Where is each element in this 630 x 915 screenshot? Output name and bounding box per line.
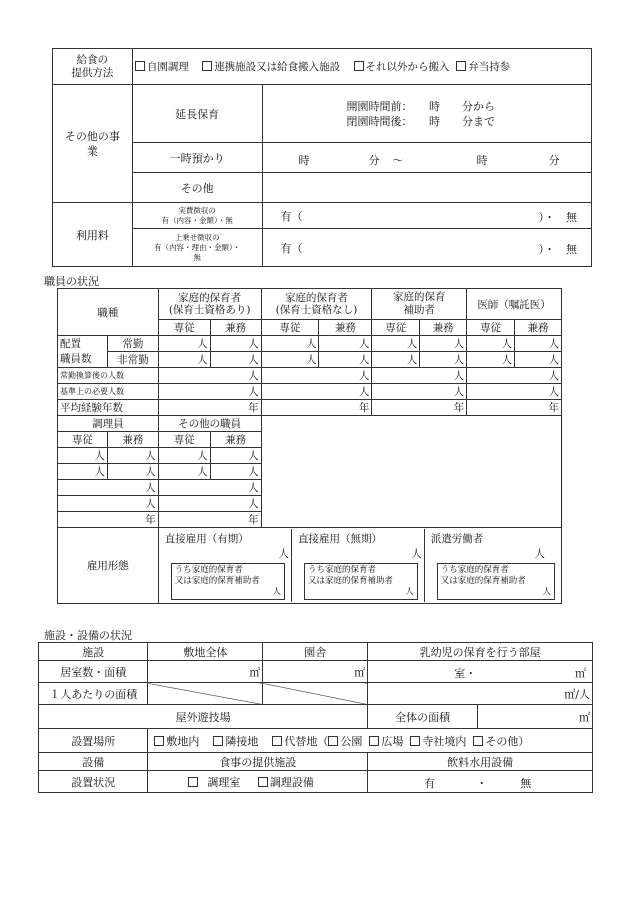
- water-yes: 有: [424, 777, 436, 790]
- h-ft-4: 専従: [467, 320, 515, 336]
- fte-1[interactable]: 人: [158, 368, 261, 384]
- yrs-2[interactable]: 年: [261, 400, 372, 416]
- facility-section-title: 施設・設備の状況: [44, 629, 132, 642]
- h-ft-3: 専従: [372, 320, 420, 336]
- os-ft-h: 専従: [158, 432, 210, 448]
- emp-perm-sub: うち家庭的保育者 又は家庭的保育補助者 人: [304, 563, 418, 600]
- meal-opt-2[interactable]: それ以外から搬入: [354, 61, 450, 73]
- nreg-3[interactable]: 人: [261, 352, 319, 368]
- per-person-label: １人あたりの面積: [39, 683, 148, 705]
- facility-label: 施設: [39, 643, 148, 661]
- cook-fte[interactable]: 人: [58, 480, 159, 496]
- h-ft-2: 専従: [261, 320, 319, 336]
- loc-alternative[interactable]: 代替地（: [272, 735, 328, 748]
- h-pt-1: 兼務: [210, 320, 261, 336]
- os-req[interactable]: 人: [158, 496, 261, 512]
- col-hoikusha-qualified: 家庭的保育者 (保育士資格あり): [158, 289, 261, 320]
- yrs-1[interactable]: 年: [158, 400, 261, 416]
- room-sqm: ㎡: [575, 667, 586, 680]
- reg-6[interactable]: 人: [420, 336, 467, 352]
- nreg-2[interactable]: 人: [210, 352, 261, 368]
- os-pt-1[interactable]: 人: [210, 448, 261, 464]
- fee1-end: ）・ 無: [538, 211, 577, 224]
- fee1-value[interactable]: [262, 203, 591, 229]
- reg-2[interactable]: 人: [210, 336, 261, 352]
- cook-ft-1[interactable]: 人: [58, 448, 108, 464]
- nreg-7[interactable]: 人: [467, 352, 515, 368]
- os-fte[interactable]: 人: [158, 480, 261, 496]
- staff-table: [57, 288, 562, 604]
- rooms-count-area[interactable]: [368, 661, 593, 683]
- os-ft-2[interactable]: 人: [158, 464, 210, 480]
- meal-opt-3[interactable]: 弁当持参: [456, 61, 510, 73]
- nreg-4[interactable]: 人: [319, 352, 372, 368]
- loc-park[interactable]: 公園: [328, 735, 362, 748]
- staff-section-title: 職員の状況: [44, 275, 99, 288]
- fee2-yes: 有（: [280, 241, 303, 255]
- site-total-label: 敷地全体: [148, 643, 263, 661]
- extended-care-label: 延長保育: [132, 85, 262, 143]
- nreg-1[interactable]: 人: [158, 352, 210, 368]
- reg-1[interactable]: 人: [158, 336, 210, 352]
- meal-facility-label: 食事の提供施設: [148, 753, 368, 771]
- required-label: 基準上の必要人数: [58, 384, 159, 400]
- fte-3[interactable]: 人: [372, 368, 467, 384]
- building-area[interactable]: ㎡: [263, 661, 368, 683]
- emp-dispatch-sub: うち家庭的保育者 又は家庭的保育補助者 人: [437, 563, 555, 600]
- loc-temple[interactable]: 寺社境内: [410, 735, 466, 748]
- regular-label: 常勤: [107, 336, 158, 352]
- meal-method-options: [132, 49, 591, 85]
- temp-m1: 分: [368, 154, 380, 167]
- os-pt-h: 兼務: [210, 432, 261, 448]
- nreg-8[interactable]: 人: [515, 352, 562, 368]
- cook-req[interactable]: 人: [58, 496, 159, 512]
- fee2-end: ）・ 無: [538, 243, 577, 256]
- fee1-yes: 有（: [280, 209, 303, 223]
- fee-label: 利用料: [53, 203, 133, 267]
- os-pt-2[interactable]: 人: [210, 464, 261, 480]
- loc-square[interactable]: 広場: [369, 735, 403, 748]
- water-dot: ・: [476, 777, 488, 790]
- employment-label: 雇用形態: [58, 528, 159, 604]
- building-label: 園舎: [263, 643, 368, 661]
- temp-care-label: 一時預かり: [132, 143, 262, 173]
- avg-years-label: 平均経験年数: [58, 400, 159, 416]
- facility-table: [38, 642, 593, 793]
- open-before: 開園時間前： 時 分から: [346, 99, 496, 113]
- emp-dispatch-unit: 人: [534, 548, 545, 560]
- req-1[interactable]: 人: [158, 384, 261, 400]
- meal-method-label: 給食の 提供方法: [53, 49, 133, 85]
- loc-adjacent[interactable]: 隣接地: [213, 735, 258, 748]
- col-hoikusha-unqualified: 家庭的保育者 (保育士資格なし): [261, 289, 372, 320]
- h-pt-2: 兼務: [319, 320, 372, 336]
- os-ft-1[interactable]: 人: [158, 448, 210, 464]
- nonregular-label: 非常勤: [107, 352, 158, 368]
- emp-permanent[interactable]: [292, 529, 425, 602]
- blank-area: [261, 416, 561, 528]
- h-ft-1: 専従: [158, 320, 210, 336]
- meal-opt-1[interactable]: 連携施設又は給食搬入施設: [202, 61, 340, 73]
- fee1-desc: 実費徴収の 有（内容・金額）・無: [132, 203, 262, 229]
- placement-label: 配置 職員数: [58, 336, 108, 368]
- fte-2[interactable]: 人: [261, 368, 372, 384]
- req-2[interactable]: 人: [261, 384, 372, 400]
- meal-services-table: [52, 48, 592, 267]
- opt-kitchen[interactable]: 調理室: [188, 776, 240, 789]
- cook-pt-h: 兼務: [107, 432, 158, 448]
- fee2-value[interactable]: [262, 229, 591, 267]
- per-person-area[interactable]: ㎡/人: [368, 683, 593, 705]
- other-label: その他: [132, 173, 262, 203]
- fte-label: 常勤換算後の人数: [58, 368, 159, 384]
- nreg-6[interactable]: 人: [420, 352, 467, 368]
- meal-opt-0[interactable]: 自園調理: [135, 61, 189, 73]
- room-unit: 室・: [454, 667, 477, 680]
- col-doctor: 医師（嘱託医）: [467, 289, 562, 320]
- rooms-area-label: 居室数・面積: [39, 661, 148, 683]
- temp-care-hours[interactable]: [262, 143, 591, 173]
- reg-4[interactable]: 人: [319, 336, 372, 352]
- temp-tilde: 〜: [392, 154, 404, 167]
- site-area[interactable]: ㎡: [148, 661, 263, 683]
- employment-cell: [158, 528, 561, 604]
- cook-pt-2[interactable]: 人: [107, 464, 158, 480]
- loc-other[interactable]: その他）: [473, 735, 529, 748]
- reg-5[interactable]: 人: [372, 336, 420, 352]
- cook-ft-h: 専従: [58, 432, 108, 448]
- location-label: 設置場所: [39, 729, 148, 753]
- emp-perm-label: 直接雇用（無期）: [298, 533, 382, 545]
- loc-site[interactable]: 敷地内: [154, 735, 199, 748]
- emp-fixed-sub: うち家庭的保育者 又は家庭的保育補助者 人: [171, 563, 285, 600]
- temp-h2: 時: [476, 154, 488, 167]
- req-4[interactable]: 人: [467, 384, 562, 400]
- h-pt-4: 兼務: [515, 320, 562, 336]
- total-area-label: 全体の面積: [368, 705, 478, 729]
- reg-8[interactable]: 人: [515, 336, 562, 352]
- per-person-building-na: [263, 683, 368, 705]
- water-label: 飲料水用設備: [368, 753, 593, 771]
- location-options: [148, 729, 593, 753]
- req-3[interactable]: 人: [372, 384, 467, 400]
- reg-3[interactable]: 人: [261, 336, 319, 352]
- yrs-4[interactable]: 年: [467, 400, 562, 416]
- cook-pt-1[interactable]: 人: [107, 448, 158, 464]
- fte-4[interactable]: 人: [467, 368, 562, 384]
- os-yrs[interactable]: 年: [158, 512, 261, 528]
- other-services-label: その他の事 業: [53, 85, 133, 203]
- emp-fixed[interactable]: [159, 529, 292, 602]
- water-options[interactable]: [368, 771, 593, 793]
- emp-perm-unit: 人: [411, 548, 422, 560]
- temp-h1: 時: [298, 154, 310, 167]
- temp-m2: 分: [548, 154, 560, 167]
- col-assistant: 家庭的保育 補助者: [372, 289, 467, 320]
- cook-label: 調理員: [58, 416, 159, 432]
- opt-kitchen-eq[interactable]: 調理設備: [258, 776, 314, 789]
- outdoor-area[interactable]: ㎡: [478, 705, 593, 729]
- other-value[interactable]: [262, 173, 591, 203]
- emp-fixed-unit: 人: [278, 548, 289, 560]
- cook-yrs[interactable]: 年: [58, 512, 159, 528]
- per-person-site-na: [148, 683, 263, 705]
- reg-7[interactable]: 人: [467, 336, 515, 352]
- h-pt-3: 兼務: [420, 320, 467, 336]
- emp-fixed-label: 直接雇用（有期）: [164, 533, 249, 545]
- extended-care-hours[interactable]: [262, 85, 591, 143]
- fee2-desc: 上乗せ徴収の 有（内容・理由・金額）・ 無: [132, 229, 262, 267]
- outdoor-label: 屋外遊技場: [39, 705, 368, 729]
- infant-room-label: 乳幼児の保育を行う部屋: [368, 643, 593, 661]
- emp-dispatch[interactable]: [424, 529, 561, 602]
- other-staff-label: その他の職員: [158, 416, 261, 432]
- cook-ft-2[interactable]: 人: [58, 464, 108, 480]
- equipment-label: 設備: [39, 753, 148, 771]
- water-no: 無: [520, 777, 532, 790]
- close-after: 閉園時間後： 時 分まで: [346, 114, 496, 128]
- yrs-3[interactable]: 年: [372, 400, 467, 416]
- install-label: 設置状況: [39, 771, 148, 793]
- job-label: 職種: [58, 289, 159, 336]
- nreg-5[interactable]: 人: [372, 352, 420, 368]
- emp-dispatch-label: 派遣労働者: [430, 533, 484, 545]
- meal-facility-options: [148, 771, 368, 793]
